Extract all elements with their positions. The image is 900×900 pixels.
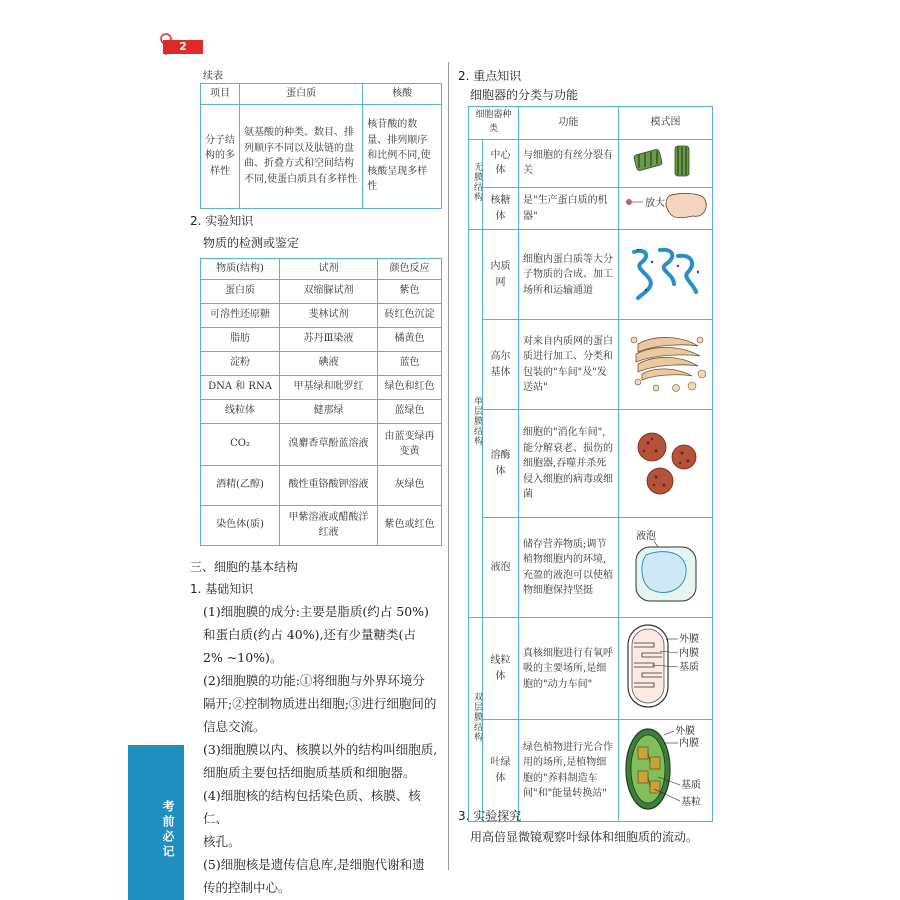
inner-membrane-label: 内膜 xyxy=(678,738,699,750)
cell: 酸性重铬酸钾溶液 xyxy=(280,465,378,505)
organelle-function: 细胞内蛋白质等大分子物质的合成、加工场所和运输通道 xyxy=(519,230,619,320)
grana-label: 基粒 xyxy=(680,797,701,809)
table-row xyxy=(201,327,442,351)
table-header: 核酸 xyxy=(363,84,442,105)
lysosome-diagram xyxy=(619,410,713,518)
table-row xyxy=(469,320,713,410)
cell: 灰绿色 xyxy=(378,465,442,505)
row-label: 分子结构的多样性 xyxy=(201,104,240,208)
cell: 蓝色 xyxy=(378,351,442,375)
table-header: 试剂 xyxy=(280,259,378,280)
table-row xyxy=(201,375,442,399)
basic-knowledge-paragraphs xyxy=(203,600,443,899)
centrosome-diagram xyxy=(619,139,713,187)
right-section3-text: 用高倍显微镜观察叶绿体和细胞质的流动。 xyxy=(470,830,699,844)
matrix-label: 基质 xyxy=(678,662,699,674)
cell: 绿色和红色 xyxy=(378,375,442,399)
table-row xyxy=(469,518,713,618)
text-line: 细胞质主要包括细胞质基质和细胞器。 xyxy=(203,765,416,780)
text-line: (5)细胞核是遗传信息库,是细胞代谢和遗 xyxy=(203,857,425,872)
cell: 线粒体 xyxy=(201,399,280,423)
golgi-diagram xyxy=(619,320,713,410)
chloroplast-diagram xyxy=(619,720,713,822)
outer-membrane-label: 外膜 xyxy=(674,726,695,738)
table-row xyxy=(469,187,713,230)
table-header: 颜色反应 xyxy=(378,259,442,280)
inner-membrane-label: 内膜 xyxy=(678,648,699,660)
detection-table xyxy=(200,258,442,546)
magnify-label: 放大 xyxy=(645,197,666,209)
table-header: 功能 xyxy=(519,107,619,140)
vacuole-diagram xyxy=(619,518,713,618)
organelle-name: 溶酶体 xyxy=(483,410,519,518)
table-row xyxy=(469,139,713,187)
table-row xyxy=(201,399,442,423)
table-row xyxy=(201,303,442,327)
cell: 蓝绿色 xyxy=(378,399,442,423)
cell: 苏丹Ⅲ染液 xyxy=(280,327,378,351)
organelle-function: 对来自内质网的蛋白质进行加工、分类和包装的"车间"及"发送站" xyxy=(519,320,619,410)
table-header: 细胞器种类 xyxy=(469,107,519,140)
table-header: 项目 xyxy=(201,84,240,105)
cell: 可溶性还原糖 xyxy=(201,303,280,327)
table-row xyxy=(469,618,713,720)
mitochondria-diagram xyxy=(619,618,713,720)
organelle-function: 真核细胞进行有氧呼吸的主要场所,是细胞的"动力车间" xyxy=(519,618,619,720)
nucleic-cell: 核苷酸的数量、排列顺序和比例不同,使核酸呈现多样性 xyxy=(363,104,442,208)
organelle-function: 绿色植物进行光合作用的场所,是植物细胞的"养料制造车间"和"能量转换站" xyxy=(519,720,619,822)
stroma-label: 基质 xyxy=(680,780,701,792)
cell: 橘黄色 xyxy=(378,327,442,351)
organelle-table xyxy=(468,106,713,822)
cell: 双缩脲试剂 xyxy=(280,279,378,303)
group-label: 双层膜结构 xyxy=(469,618,483,822)
cell: 酒精(乙醇) xyxy=(201,465,280,505)
continued-label: 续表 xyxy=(203,71,223,82)
side-tab-label: 考前必记 xyxy=(161,800,175,860)
organelle-name: 高尔基体 xyxy=(483,320,519,410)
organelle-name: 核糖体 xyxy=(483,187,519,230)
text-line: 隔开;②控制物质进出细胞;③进行细胞间的 xyxy=(203,696,437,711)
cell: 由蓝变绿再变黄 xyxy=(378,423,442,465)
section2-subtitle: 物质的检测或鉴定 xyxy=(203,236,300,250)
table-row xyxy=(201,465,442,505)
cell: 淀粉 xyxy=(201,351,280,375)
organelle-function: 与细胞的有丝分裂有关 xyxy=(519,139,619,187)
organelle-name: 液泡 xyxy=(483,518,519,618)
cell: 碘液 xyxy=(280,351,378,375)
organelle-function: 是"生产蛋白质的机器" xyxy=(519,187,619,230)
cell: 蛋白质 xyxy=(201,279,280,303)
cell: 脂肪 xyxy=(201,327,280,351)
table-row xyxy=(201,505,442,545)
group-label: 无膜结构 xyxy=(469,139,483,230)
text-line: (2)细胞膜的功能:①将细胞与外界环境分 xyxy=(203,673,425,688)
cell: 紫色或红色 xyxy=(378,505,442,545)
cell: 溴麝香草酚蓝溶液 xyxy=(280,423,378,465)
table-row xyxy=(201,423,442,465)
organelle-name: 内质网 xyxy=(483,230,519,320)
table-header: 物质(结构) xyxy=(201,259,280,280)
cell: 斐林试剂 xyxy=(280,303,378,327)
section2-title: 2. 实验知识 xyxy=(190,214,254,228)
table-row xyxy=(201,351,442,375)
table-row xyxy=(201,279,442,303)
group-label: 单层膜结构 xyxy=(469,230,483,618)
organelle-name: 线粒体 xyxy=(483,618,519,720)
column-divider xyxy=(448,62,449,870)
right-subtitle: 细胞器的分类与功能 xyxy=(470,88,579,102)
text-line: (1)细胞膜的成分:主要是脂质(约占 50%) xyxy=(203,604,429,619)
table-row xyxy=(469,230,713,320)
text-line: 传的控制中心。 xyxy=(203,880,291,895)
ribosome-diagram xyxy=(619,187,713,230)
basic-knowledge-title: 1. 基础知识 xyxy=(190,582,254,596)
right-section3-title: 3. 实验探究 xyxy=(458,809,522,823)
text-line: 和蛋白质(约占 40%),还有少量糖类(占 xyxy=(203,627,416,642)
vacuole-label: 液泡 xyxy=(635,531,656,543)
outer-membrane-label: 外膜 xyxy=(678,634,699,646)
organelle-function: 细胞的"消化车间",能分解衰老、损伤的细胞器,吞噬并杀死侵入细胞的病毒或细菌 xyxy=(519,410,619,518)
text-line: (4)细胞核的结构包括染色质、核膜、核仁、 xyxy=(203,788,421,826)
organelle-function: 储存营养物质;调节植物细胞内的环境,充盈的液泡可以使植物细胞保持坚挺 xyxy=(519,518,619,618)
right-section2-title: 2. 重点知识 xyxy=(458,69,522,83)
cell: 砖红色沉淀 xyxy=(378,303,442,327)
cell: 染色体(质) xyxy=(201,505,280,545)
protein-cell: 氨基酸的种类、数目、排列顺序不同以及肽链的盘曲、折叠方式和空间结构不同,使蛋白质具有多样性 xyxy=(240,104,363,208)
text-line: 2% ~10%)。 xyxy=(203,650,283,665)
text-line: 信息交流。 xyxy=(203,719,266,734)
table-header: 模式图 xyxy=(619,107,713,140)
cell: 甲基绿和吡罗红 xyxy=(280,375,378,399)
cell: 紫色 xyxy=(378,279,442,303)
cell: 健那绿 xyxy=(280,399,378,423)
cell: DNA 和 RNA xyxy=(201,375,280,399)
section3-title: 三、细胞的基本结构 xyxy=(190,560,299,574)
table-row xyxy=(469,410,713,518)
table-header: 蛋白质 xyxy=(240,84,363,105)
cell: CO₂ xyxy=(201,423,280,465)
organelle-name: 中心体 xyxy=(483,139,519,187)
cell: 甲紫溶液或醋酸洋红液 xyxy=(280,505,378,545)
molecule-diversity-table xyxy=(200,83,442,209)
endoplasmic-reticulum-diagram xyxy=(619,230,713,320)
organelle-name: 叶绿体 xyxy=(483,720,519,822)
page-number: 2 xyxy=(163,40,203,54)
text-line: 核孔。 xyxy=(203,834,241,849)
text-line: (3)细胞膜以内、核膜以外的结构叫细胞质, xyxy=(203,742,438,757)
